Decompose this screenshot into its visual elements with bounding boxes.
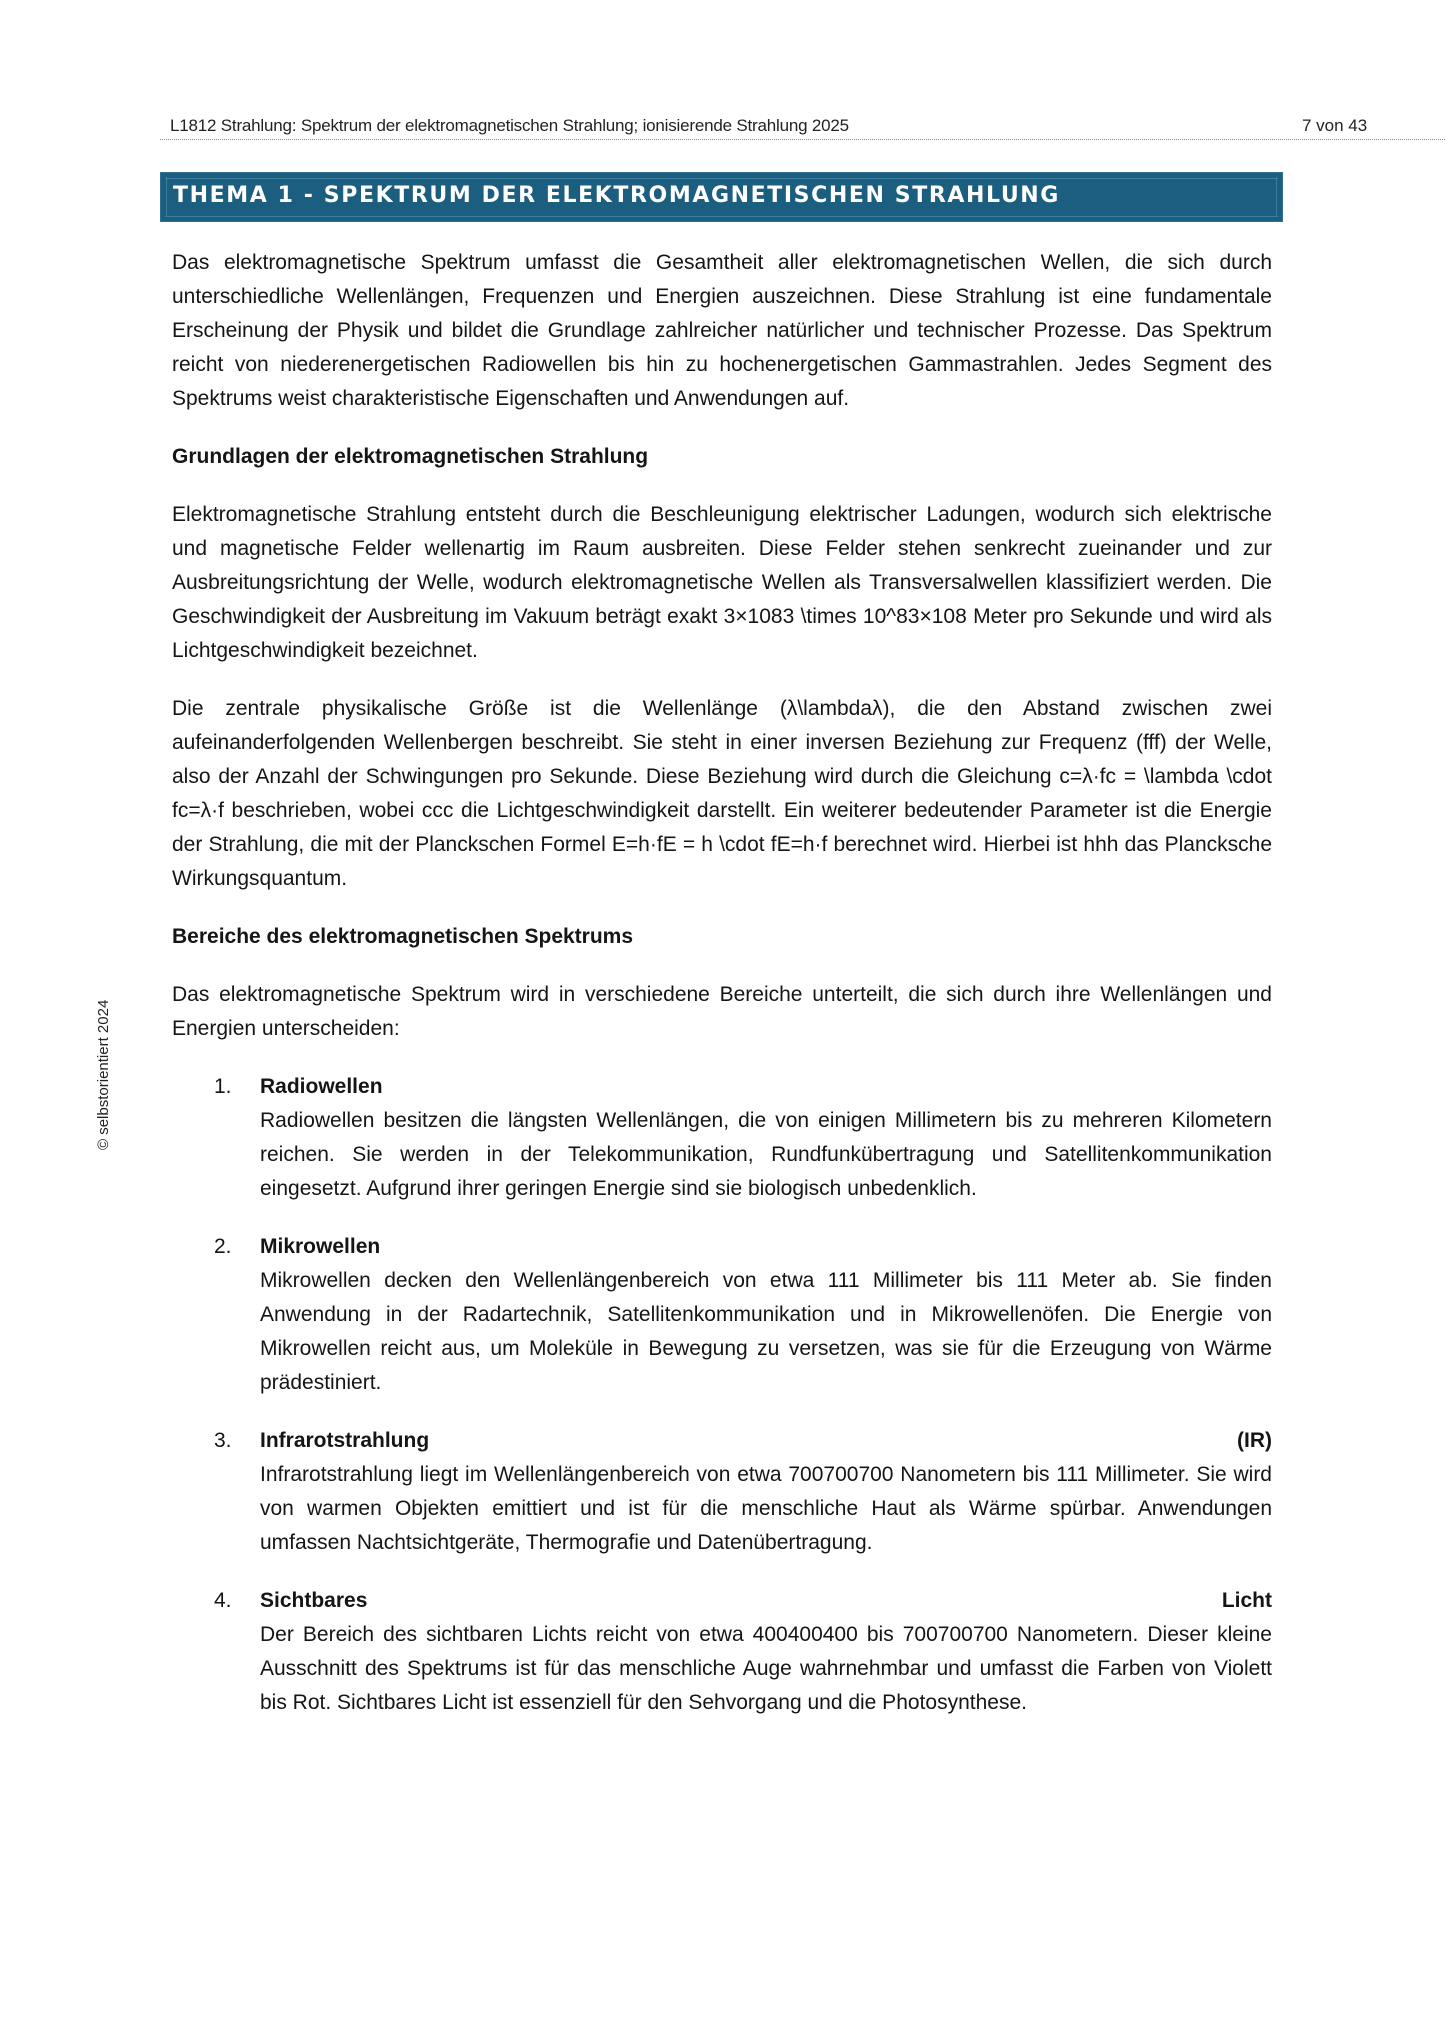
list-item-title — [260, 1070, 1272, 1104]
list-item-title — [260, 1424, 1272, 1458]
list-item-title-left: Radiowellen — [260, 1075, 383, 1098]
section-heading: Grundlagen der elektromagnetischen Strahlung — [172, 445, 649, 468]
banner-inner-border — [165, 216, 1278, 217]
banner-inner-border — [1276, 177, 1277, 217]
list-item-title-left: Sichtbares — [260, 1589, 368, 1612]
document-title: L1812 Strahlung: Spektrum der elektromagnetischen Strahlung; ionisierende Strahlung 2025 — [170, 116, 849, 135]
banner-inner-border — [166, 177, 167, 217]
section-title: THEMA 1 - SPEKTRUM DER ELEKTROMAGNETISCHEN STRAHLUNG — [173, 183, 1060, 208]
list-item-title-left: Mikrowellen — [260, 1235, 381, 1258]
list-item — [172, 1230, 1272, 1400]
body-paragraph: Die zentrale physikalische Größe ist die Wellenlänge (λ\lambdaλ), die den Abstand zwischen zwei aufeinanderfolgenden Wellenbergen beschreibt. Sie steht in einer inversen Beziehung zur Frequenz (fff) der Welle, also der Anzahl der Schwingungen pro Sekunde. Diese Beziehung wird durch die Gleichung c=λ·fc = \lambda \cdot fc=λ·f beschrieben, wobei ccc die Lichtgeschwindigkeit darstellt. Ein weiterer bedeutender Parameter ist die Energie der Strahlung, die mit der Planckschen Formel E=h·fE = h \cdot fE=h·f berechnet wird. Hierbei ist hhh das Plancksche Wirkungsquantum. — [172, 697, 1272, 890]
list-item-title-left: Infrarotstrahlung — [260, 1429, 430, 1452]
list-number: 1. — [214, 1075, 232, 1098]
list-item-title-right: Licht — [1221, 1589, 1272, 1612]
list-item-title — [260, 1230, 1272, 1264]
page-header — [170, 112, 1435, 140]
list-number: 4. — [214, 1589, 232, 1612]
list-item-text: Mikrowellen decken den Wellenlängenbereich von etwa 111 Millimeter bis 111 Meter ab. Sie finden Anwendung in der Radartechnik, Satellitenkommunikation und in Mikrowellenöfen. Die Energie von Mikrowellen reicht aus, um Moleküle in Bewegung zu versetzen, was sie für die Erzeugung von Wärme prädestiniert. — [260, 1269, 1272, 1394]
header-divider — [160, 139, 1445, 140]
list-item-text: Infrarotstrahlung liegt im Wellenlängenbereich von etwa 700700700 Nanometern bis 111 Millimeter. Sie wird von warmen Objekten emittiert und ist für die menschliche Haut als Wärme spürbar. Anwendungen umfassen Nachtsichtgeräte, Thermografie und Datenübertragung. — [260, 1463, 1272, 1554]
list-item-text: Der Bereich des sichtbaren Lichts reicht von etwa 400400400 bis 700700700 Nanometern. Dieser kleine Ausschnitt des Spektrums ist für das menschliche Auge wahrnehmbar und umfasst die Farben von Violett bis Rot. Sichtbares Licht ist essenziell für den Sehvorgang und die Photosynthese. — [260, 1623, 1272, 1714]
list-number: 2. — [214, 1235, 232, 1258]
intro-paragraph: Das elektromagnetische Spektrum umfasst die Gesamtheit aller elektromagnetischen Wellen, die sich durch unterschiedliche Wellenlängen, Frequenzen und Energien auszeichnen. Diese Strahlung ist eine fundamentale Erscheinung der Physik und bildet die Grundlage zahlreicher natürlicher und technischer Prozesse. Das Spektrum reicht von niederenergetischen Radiowellen bis hin zu hochenergetischen Gammastrahlen. Jedes Segment des Spektrums weist charakteristische Eigenschaften und Anwendungen auf. — [172, 251, 1272, 410]
section-banner — [160, 172, 1283, 222]
section-heading: Bereiche des elektromagnetischen Spektrums — [172, 925, 634, 948]
page-indicator: 7 von 43 — [1302, 116, 1368, 135]
banner-inner-border — [165, 178, 1278, 179]
copyright-note: © selbstorientiert 2024 — [95, 999, 112, 1150]
list-item-text: Radiowellen besitzen die längsten Wellenlängen, die von einigen Millimetern bis zu mehreren Kilometern reichen. Sie werden in der Telekommunikation, Rundfunkübertragung und Satellitenkommunikation eingesetzt. Aufgrund ihrer geringen Energie sind sie biologisch unbedenklich. — [260, 1109, 1272, 1200]
document-body — [172, 246, 1272, 1744]
spectrum-list — [172, 1070, 1272, 1720]
body-paragraph: Das elektromagnetische Spektrum wird in verschiedene Bereiche unterteilt, die sich durch ihre Wellenlängen und Energien unterscheiden: — [172, 983, 1272, 1040]
list-item-title — [260, 1584, 1272, 1618]
list-item — [172, 1584, 1272, 1720]
list-item — [172, 1070, 1272, 1206]
list-number: 3. — [214, 1429, 232, 1452]
list-item-title-right: (IR) — [1237, 1429, 1272, 1452]
body-paragraph: Elektromagnetische Strahlung entsteht durch die Beschleunigung elektrischer Ladungen, wodurch sich elektrische und magnetische Felder wellenartig im Raum ausbreiten. Diese Felder stehen senkrecht zueinander und zur Ausbreitungsrichtung der Welle, wodurch elektromagnetische Wellen als Transversalwellen klassifiziert werden. Die Geschwindigkeit der Ausbreitung im Vakuum beträgt exakt 3×1083 \times 10^83×108 Meter pro Sekunde und wird als Lichtgeschwindigkeit bezeichnet. — [172, 503, 1272, 662]
list-item — [172, 1424, 1272, 1560]
